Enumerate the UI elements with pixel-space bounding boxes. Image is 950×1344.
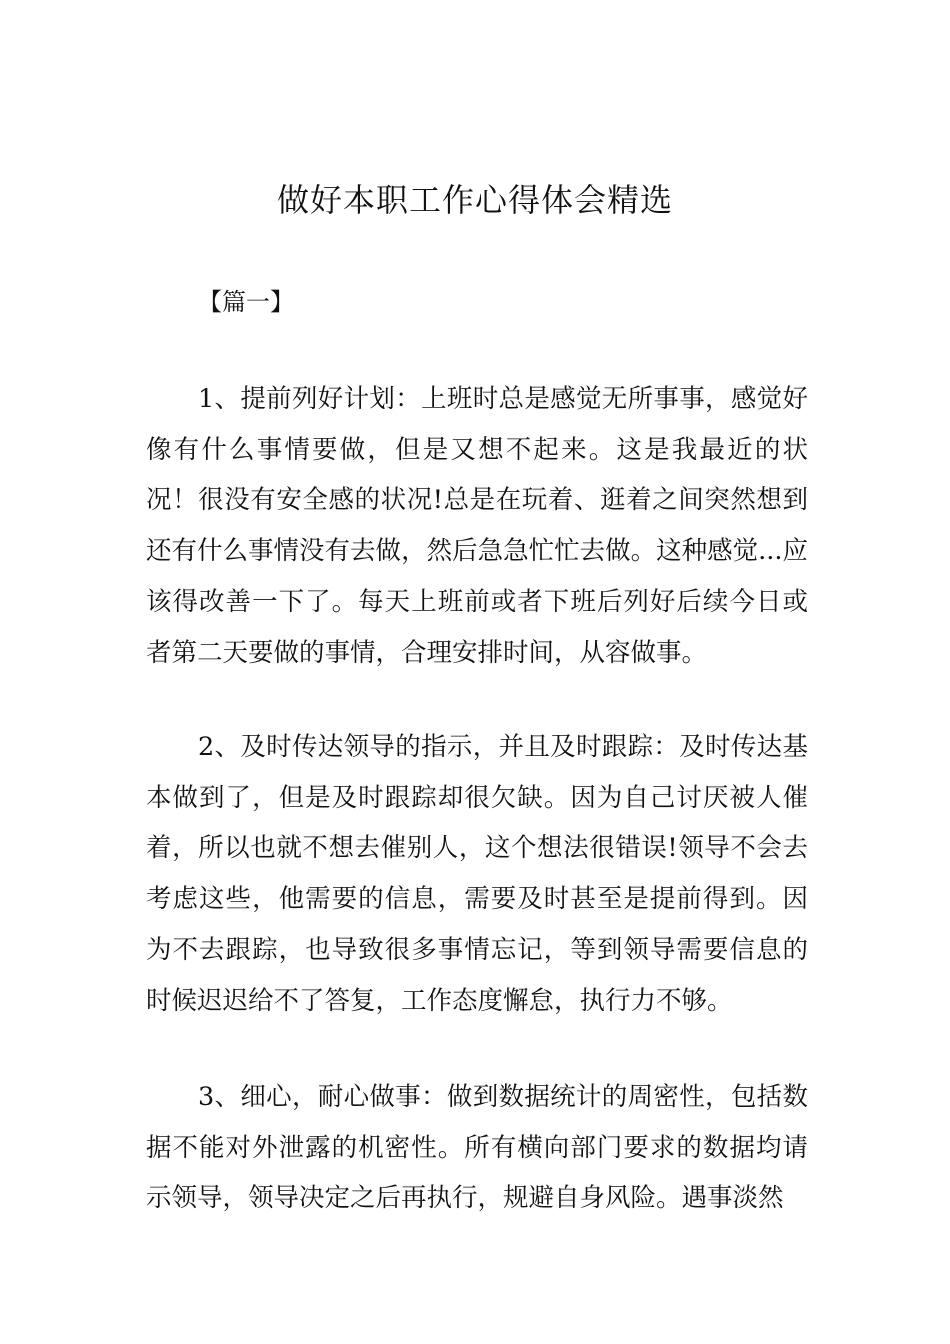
paragraph-1: 1、提前列好计划：上班时总是感觉无所事事，感觉好像有什么事情要做，但是又想不起来。这是我最近的状况！很没有安全感的状况!总是在玩着、逛着之间突然想到还有什么事情没有去做，然后急急忙忙去做。这种感觉...应该得改善一下了。每天上班前或者下班后列好后续今日或者第二天要做的事情，合理安排时间，从容做事。 (146, 384, 808, 668)
paragraph-2: 2、及时传达领导的指示，并且及时跟踪：及时传达基本做到了，但是及时跟踪却很欠缺。因为自己讨厌被人催着，所以也就不想去催别人，这个想法很错误!领导不会去考虑这些，他需要的信息，需要及时甚至是提前得到。因为不去跟踪，也导致很多事情忘记，等到领导需要信息的时候迟迟给不了答复，工作态度懈怠，执行力不够。 (146, 732, 808, 1016)
section-label: 【篇一】 (198, 288, 294, 316)
paragraph-3: 3、细心，耐心做事：做到数据统计的周密性，包括数据不能对外泄露的机密性。所有横向部门要求的数据均请示领导，领导决定之后再执行，规避自身风险。遇事淡然 (146, 1082, 808, 1214)
document-title: 做好本职工作心得体会精选 (276, 181, 673, 219)
